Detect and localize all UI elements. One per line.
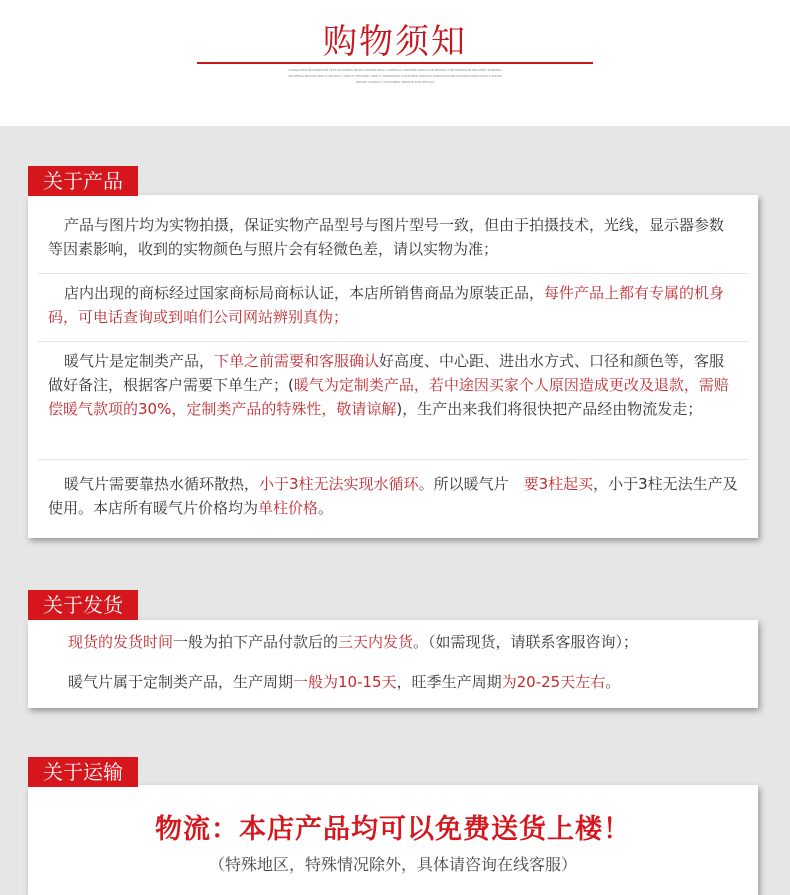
text: 暖气片需要靠热水循环散热，	[64, 475, 260, 493]
shipping-card	[28, 785, 758, 895]
text: 。所以暖气片	[418, 475, 524, 493]
text: 好高度、中心距、进出水方式、口径和颜色等，客服做好备注，根据客户需要下单生产；(	[48, 352, 725, 394]
product-paragraph: 产品与图片均为实物拍摄，保证实物产品型号与图片型号一致，但由于拍摄技术，光线，显示器参数等因素影响，收到的实物颜色与照片会有轻微色差，请以实物为准；	[48, 216, 725, 258]
emphasis-text: 暖气为定制类产品，若中途因买家个人原因造成更改及退款，需赔偿暖气款项的30%，定制类产品的特殊性，敬请谅解	[48, 376, 729, 418]
text: ，小于3柱无法生产及使用。本店所有暖气片价格均为	[48, 475, 738, 517]
delivery-line	[68, 632, 638, 652]
product-paragraph	[48, 472, 738, 520]
emphasis-text: 为20-25天左右	[501, 673, 606, 691]
section-tab-delivery: 关于发货	[28, 590, 138, 620]
text: 一般为拍下产品付款后的	[173, 633, 339, 651]
product-paragraph	[48, 349, 738, 421]
divider	[38, 341, 748, 342]
emphasis-text: 下单之前需要和客服确认	[214, 352, 380, 370]
header	[0, 0, 790, 126]
emphasis-text: 每件产品上都有专属的机身码，可电话查询或到咱们公司网站辨别真伪；	[48, 284, 725, 326]
text: )，生产出来我们将很快把产品经由物流发走；	[396, 400, 703, 418]
text: 。	[318, 499, 334, 517]
product-paragraph	[48, 281, 738, 329]
section-tab-shipping: 关于运输	[28, 757, 138, 787]
emphasis-text: 单柱价格	[258, 499, 319, 517]
emphasis-text: 小于3柱无法实现水循环	[259, 475, 419, 493]
text: 店内出现的商标经过国家商标局商标认证，本店所销售商品为原装正品，	[64, 284, 545, 302]
shipping-note: （特殊地区，特殊情况除外，具体请咨询在线客服）	[208, 855, 577, 874]
delivery-card	[28, 620, 758, 708]
title-underline	[197, 62, 593, 64]
shipping-headline: 物流：本店产品均可以免费送货上楼！	[155, 814, 631, 845]
fine-print-line: SHOPPING NOTICE ABOUT PRODUCT ABOUT DELIVERY ABOUT TRANSPORT CUSTOMER SERVICE CONSULTATION INFORMATION DETAILS NOTES	[288, 74, 502, 78]
emphasis-text: 现货的发货时间	[68, 633, 174, 651]
text: 。	[605, 673, 621, 691]
page-title: 购物须知	[323, 22, 467, 62]
text: 暖气片属于定制类产品，生产周期	[68, 673, 294, 691]
divider	[38, 273, 748, 274]
section-tab-product: 关于产品	[28, 166, 138, 196]
emphasis-text: 要3柱起买	[523, 475, 594, 493]
text: 。（如需现货，请联系客服咨询）；	[413, 633, 639, 651]
text: 暖气片是定制类产品，	[64, 352, 215, 370]
delivery-line	[68, 672, 620, 692]
divider	[38, 459, 748, 460]
emphasis-text: 三天内发货	[338, 633, 414, 651]
product-card	[28, 195, 758, 538]
fine-print-line: PLEASE CONTACT CUSTOMER SERVICE FOR DETAILS	[355, 80, 435, 84]
text: ，旺季生产周期	[396, 673, 502, 691]
fine-print-line: CHARACTER DESCRIPTION TEXT SHOPPING NOTES PLEASE READ CAREFULLY BEFORE PURCHASE PRODUCT INFORMATION DELIVERY SHIPPING	[288, 68, 502, 72]
emphasis-text: 一般为10-15天	[293, 673, 397, 691]
